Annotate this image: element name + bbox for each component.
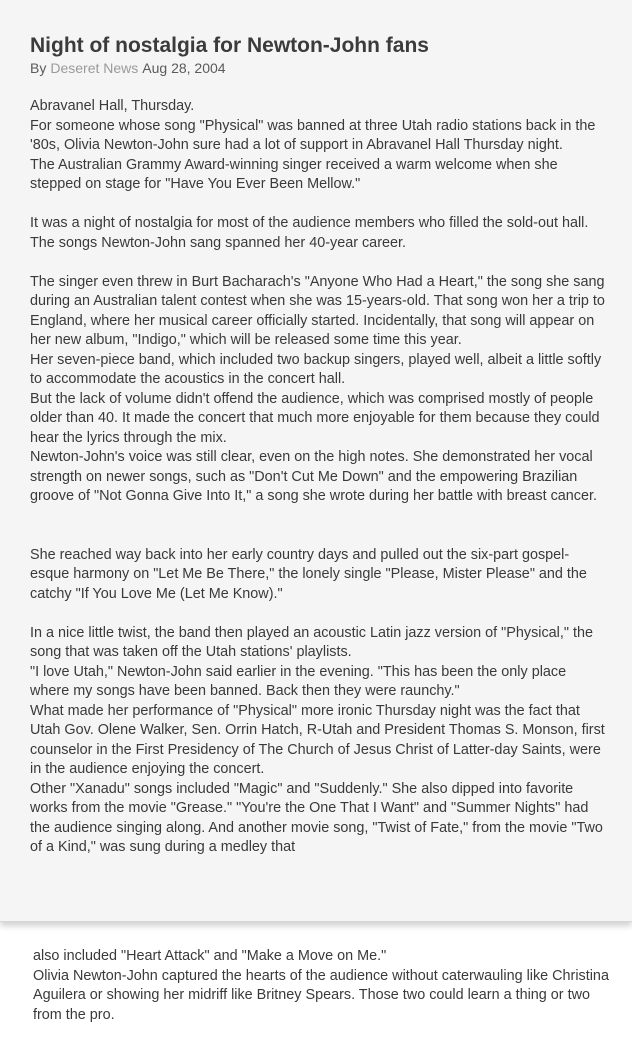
paragraph-gap [30,253,605,273]
byline-date: Aug 28, 2004 [142,60,226,76]
paragraph-gap [30,195,605,215]
article-paragraph: It was a night of nostalgia for most of the audience members who filled the sold-out hall. The songs Newton-John sang spanned her 40-year career. [30,215,589,251]
article-paragraph: Her seven-piece band, which included two backup singers, played well, albeit a little softly to accommodate the acoustics in the concert hall. [30,351,602,387]
byline-prefix: By [30,60,47,76]
article-body-continued [33,947,613,1025]
article-paragraph: The Australian Grammy Award-winning singer received a warm welcome when she stepped on stage for "Have You Ever Been Mellow." [30,156,558,192]
article-paragraph: Olivia Newton-John captured the hearts of the audience without caterwauling like Christina Aguilera or showing her midriff like Britney Spears. Those two could learn a thing or two from the pro. [33,967,609,1023]
article-paragraph: In a nice little twist, the band then played an acoustic Latin jazz version of "Physical," the song that was taken off the Utah stations' playlists. [30,624,593,660]
article-paragraph: She reached way back into her early country days and pulled out the six-part gospel-esque harmony on "Let Me Be There," the lonely single "Please, Mister Please" and the catchy "If You Love Me (Let Me Know)." [30,546,587,602]
paragraph-gap [30,507,605,546]
article-paragraph: But the lack of volume didn't offend the audience, which was comprised mostly of people older than 40. It made the concert that much more enjoyable for them because they could hear the lyrics through the mix. [30,390,600,446]
article-paragraph: The singer even threw in Burt Bacharach's "Anyone Who Had a Heart," the song she sang during an Australian talent contest when she was 15-years-old. That song won her a trip to England, where her musical career officially started. Incidentally, that song will appear on her new album, "Indigo," which will be released some time this year. [30,273,605,348]
article-paragraph: Newton-John's voice was still clear, even on the high notes. She demonstrated her vocal strength on newer songs, such as "Don't Cut Me Down" and the empowering Brazilian groove of "Not Gonna Give Into It," a song she wrote during her battle with breast cancer. [30,449,597,504]
article-title: Night of nostalgia for Newton-John fans [30,34,429,57]
byline-source[interactable]: Deseret News [50,60,139,76]
article-paragraph: "I love Utah," Newton-John said earlier in the evening. "This has been the only place where my songs have been banned. Back then they were raunchy." [30,663,567,699]
paragraph-gap [30,604,605,624]
article-paragraph: Other "Xanadu" songs included "Magic" and "Suddenly." She also dipped into favorite works from the movie "Grease." "You're the One That I Want" and "Summer Nights" had the audience singing along. And another movie song, "Twist of Fate," from the movie "Two of a Kind," was sung during a medley that [30,780,603,855]
article-paragraph: What made her performance of "Physical" more ironic Thursday night was the fact that Utah Gov. Olene Walker, Sen. Orrin Hatch, R-Utah and President Thomas S. Monson, first counselor in the First Presidency of The Church of Jesus Christ of Latter-day Saints, were in the audience enjoying the concert. [30,702,605,777]
article-byline [30,59,226,77]
article-paragraph: Abravanel Hall, Thursday. [30,98,195,114]
article-paragraph: also included "Heart Attack" and "Make a Move on Me." [33,948,387,964]
article-paragraph: For someone whose song "Physical" was banned at three Utah radio stations back in the '80s, Olivia Newton-John sure had a lot of support in Abravanel Hall Thursday night. [30,117,596,153]
article-body [30,97,605,858]
